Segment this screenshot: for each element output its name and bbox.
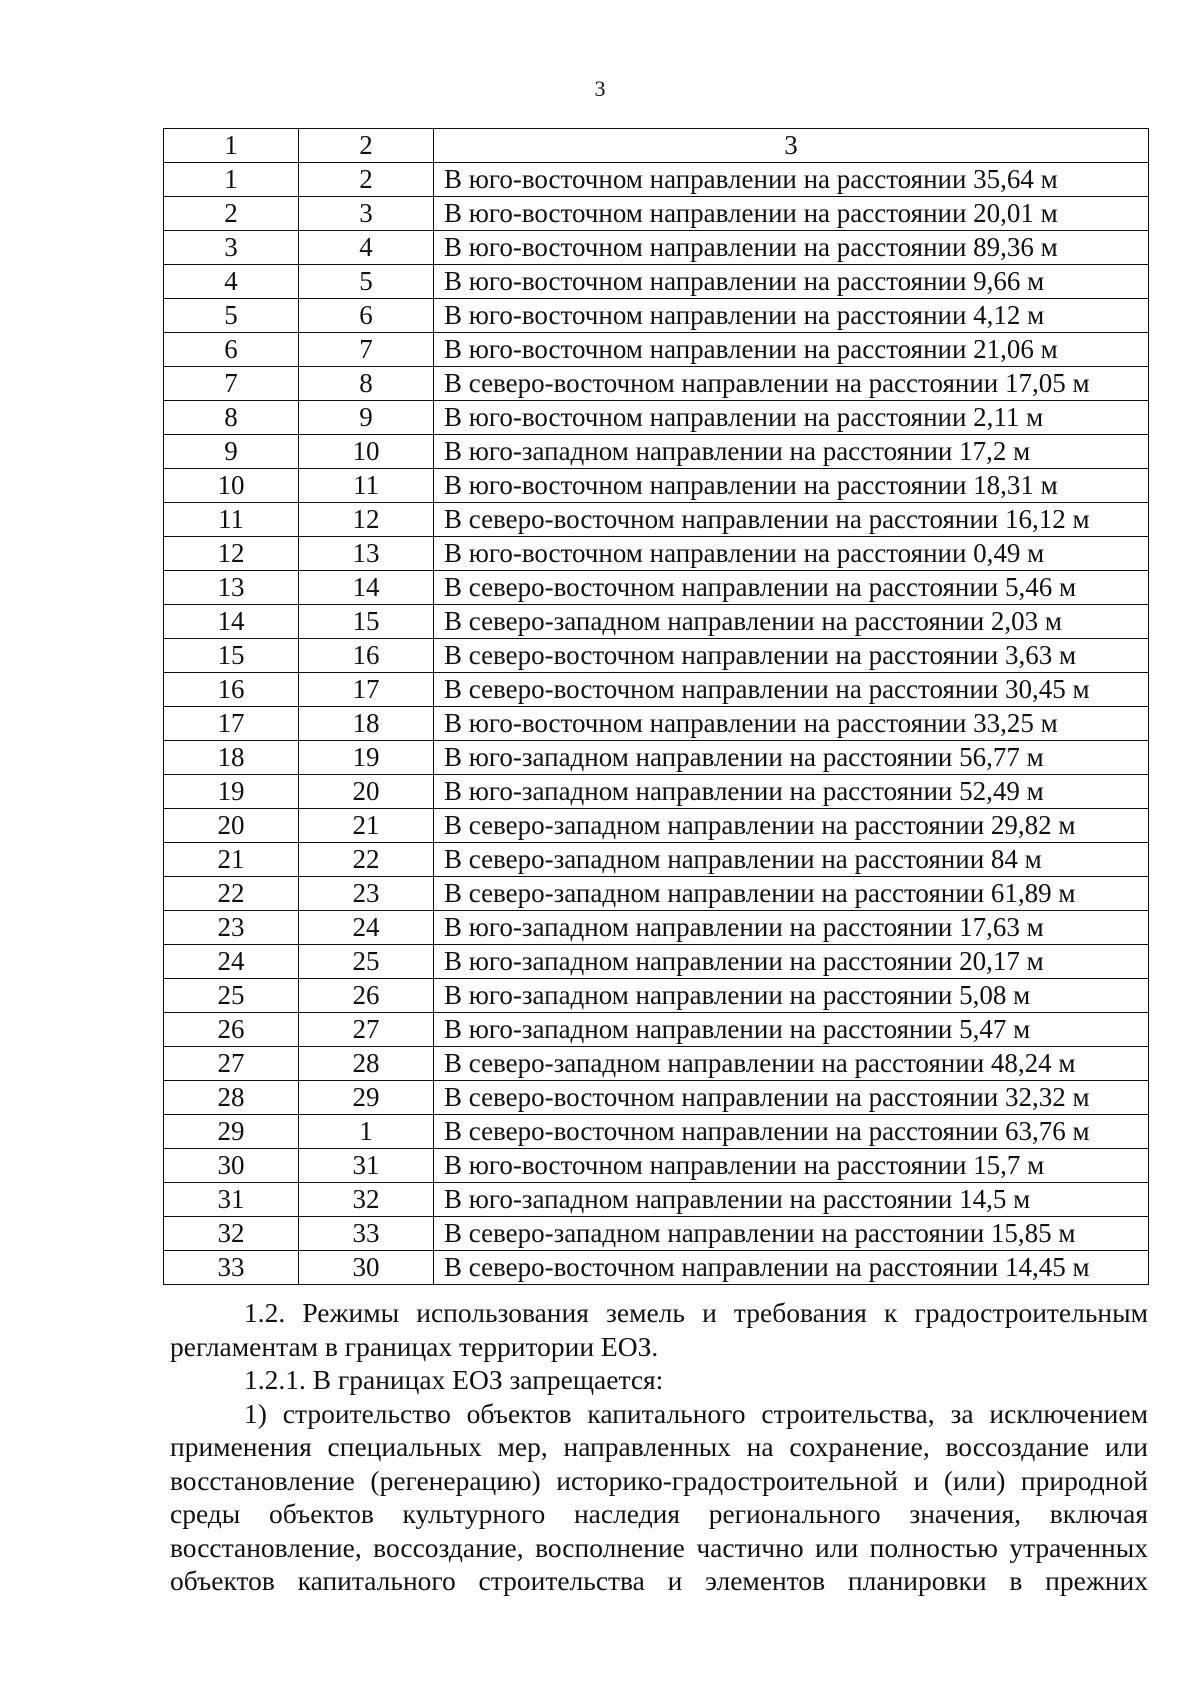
point-from-cell: 1 xyxy=(164,163,299,197)
point-from-cell: 10 xyxy=(164,469,299,503)
table-row xyxy=(164,1047,1149,1081)
prohibition-item-1: 1) строительство объектов капитального строительства, за исключением применения специальных мер, направленных на сохранение, воссоздание или восстановление (регенерацию) историко-градостроительной и (или) природной среды объектов культурного наследия регионального значения, включая восстановление, воссоздание, восполнение частично или полностью утраченных объектов капитального строительства и элементов планировки в прежних xyxy=(170,1397,1148,1596)
point-to-cell: 11 xyxy=(299,469,434,503)
boundary-table xyxy=(163,128,1149,1285)
table-row xyxy=(164,401,1149,435)
table-row xyxy=(164,911,1149,945)
point-to-cell: 12 xyxy=(299,503,434,537)
direction-distance-cell: В юго-восточном направлении на расстоянии 89,36 м xyxy=(434,231,1149,265)
table-row xyxy=(164,333,1149,367)
point-to-cell: 26 xyxy=(299,979,434,1013)
direction-distance-cell: В юго-западном направлении на расстоянии 17,2 м xyxy=(434,435,1149,469)
table-row xyxy=(164,1081,1149,1115)
column-header-description: 3 xyxy=(434,129,1149,163)
direction-distance-cell: В юго-западном направлении на расстоянии 56,77 м xyxy=(434,741,1149,775)
direction-distance-cell: В северо-восточном направлении на расстоянии 16,12 м xyxy=(434,503,1149,537)
direction-distance-cell: В юго-западном направлении на расстоянии 14,5 м xyxy=(434,1183,1149,1217)
point-to-cell: 14 xyxy=(299,571,434,605)
table-row xyxy=(164,809,1149,843)
point-to-cell: 6 xyxy=(299,299,434,333)
direction-distance-cell: В северо-западном направлении на расстоянии 29,82 м xyxy=(434,809,1149,843)
page-number: 3 xyxy=(594,76,606,101)
point-to-cell: 2 xyxy=(299,163,434,197)
point-to-cell: 17 xyxy=(299,673,434,707)
direction-distance-cell: В северо-восточном направлении на расстоянии 14,45 м xyxy=(434,1251,1149,1285)
point-to-cell: 9 xyxy=(299,401,434,435)
point-to-cell: 5 xyxy=(299,265,434,299)
point-from-cell: 30 xyxy=(164,1149,299,1183)
table-row xyxy=(164,1217,1149,1251)
table-row xyxy=(164,945,1149,979)
point-from-cell: 15 xyxy=(164,639,299,673)
point-to-cell: 23 xyxy=(299,877,434,911)
column-header-to: 2 xyxy=(299,129,434,163)
point-to-cell: 24 xyxy=(299,911,434,945)
point-from-cell: 13 xyxy=(164,571,299,605)
table-row xyxy=(164,469,1149,503)
table-header-row xyxy=(164,129,1149,163)
point-to-cell: 27 xyxy=(299,1013,434,1047)
direction-distance-cell: В юго-западном направлении на расстоянии 5,47 м xyxy=(434,1013,1149,1047)
point-to-cell: 1 xyxy=(299,1115,434,1149)
section-heading-1-2-1: 1.2.1. В границах ЕОЗ запрещается: xyxy=(244,1364,664,1395)
point-to-cell: 22 xyxy=(299,843,434,877)
point-to-cell: 4 xyxy=(299,231,434,265)
table-row xyxy=(164,503,1149,537)
direction-distance-cell: В северо-восточном направлении на расстоянии 3,63 м xyxy=(434,639,1149,673)
point-to-cell: 7 xyxy=(299,333,434,367)
point-from-cell: 11 xyxy=(164,503,299,537)
table-row xyxy=(164,367,1149,401)
direction-distance-cell: В юго-восточном направлении на расстоянии 33,25 м xyxy=(434,707,1149,741)
direction-distance-cell: В северо-западном направлении на расстоянии 2,03 м xyxy=(434,605,1149,639)
point-from-cell: 31 xyxy=(164,1183,299,1217)
direction-distance-cell: В северо-западном направлении на расстоянии 15,85 м xyxy=(434,1217,1149,1251)
direction-distance-cell: В северо-восточном направлении на расстоянии 63,76 м xyxy=(434,1115,1149,1149)
table-row xyxy=(164,299,1149,333)
point-from-cell: 3 xyxy=(164,231,299,265)
direction-distance-cell: В юго-восточном направлении на расстоянии 0,49 м xyxy=(434,537,1149,571)
point-to-cell: 25 xyxy=(299,945,434,979)
direction-distance-cell: В северо-западном направлении на расстоянии 84 м xyxy=(434,843,1149,877)
point-to-cell: 15 xyxy=(299,605,434,639)
point-to-cell: 3 xyxy=(299,197,434,231)
point-from-cell: 28 xyxy=(164,1081,299,1115)
direction-distance-cell: В юго-восточном направлении на расстоянии 2,11 м xyxy=(434,401,1149,435)
point-to-cell: 32 xyxy=(299,1183,434,1217)
table-row xyxy=(164,673,1149,707)
table-row xyxy=(164,163,1149,197)
point-from-cell: 18 xyxy=(164,741,299,775)
column-header-from: 1 xyxy=(164,129,299,163)
point-to-cell: 16 xyxy=(299,639,434,673)
point-to-cell: 29 xyxy=(299,1081,434,1115)
table-row xyxy=(164,265,1149,299)
direction-distance-cell: В северо-западном направлении на расстоянии 61,89 м xyxy=(434,877,1149,911)
table-row xyxy=(164,1149,1149,1183)
direction-distance-cell: В юго-западном направлении на расстоянии 5,08 м xyxy=(434,979,1149,1013)
point-to-cell: 19 xyxy=(299,741,434,775)
table-row xyxy=(164,571,1149,605)
point-from-cell: 24 xyxy=(164,945,299,979)
point-from-cell: 4 xyxy=(164,265,299,299)
point-from-cell: 25 xyxy=(164,979,299,1013)
table-row xyxy=(164,639,1149,673)
point-from-cell: 27 xyxy=(164,1047,299,1081)
section-heading-1-2: 1.2. Режимы использования земель и требования к градостроительным регламентам в границах территории ЕОЗ. xyxy=(170,1297,1148,1362)
table-body xyxy=(164,163,1149,1285)
table-row xyxy=(164,979,1149,1013)
point-to-cell: 20 xyxy=(299,775,434,809)
direction-distance-cell: В юго-восточном направлении на расстоянии 18,31 м xyxy=(434,469,1149,503)
direction-distance-cell: В юго-восточном направлении на расстоянии 15,7 м xyxy=(434,1149,1149,1183)
direction-distance-cell: В юго-восточном направлении на расстоянии 4,12 м xyxy=(434,299,1149,333)
point-to-cell: 33 xyxy=(299,1217,434,1251)
table-row xyxy=(164,605,1149,639)
table-row xyxy=(164,537,1149,571)
point-from-cell: 19 xyxy=(164,775,299,809)
direction-distance-cell: В юго-западном направлении на расстоянии 17,63 м xyxy=(434,911,1149,945)
point-to-cell: 13 xyxy=(299,537,434,571)
point-from-cell: 26 xyxy=(164,1013,299,1047)
table-row xyxy=(164,231,1149,265)
regulations-text xyxy=(170,1296,1148,1598)
direction-distance-cell: В северо-западном направлении на расстоянии 48,24 м xyxy=(434,1047,1149,1081)
point-from-cell: 12 xyxy=(164,537,299,571)
point-from-cell: 32 xyxy=(164,1217,299,1251)
point-from-cell: 14 xyxy=(164,605,299,639)
point-from-cell: 5 xyxy=(164,299,299,333)
table-row xyxy=(164,741,1149,775)
table-row xyxy=(164,843,1149,877)
direction-distance-cell: В северо-восточном направлении на расстоянии 5,46 м xyxy=(434,571,1149,605)
direction-distance-cell: В юго-восточном направлении на расстоянии 21,06 м xyxy=(434,333,1149,367)
table-row xyxy=(164,1013,1149,1047)
point-from-cell: 9 xyxy=(164,435,299,469)
point-from-cell: 7 xyxy=(164,367,299,401)
point-to-cell: 21 xyxy=(299,809,434,843)
point-to-cell: 8 xyxy=(299,367,434,401)
point-from-cell: 33 xyxy=(164,1251,299,1285)
table-row xyxy=(164,1183,1149,1217)
table-row xyxy=(164,1251,1149,1285)
point-to-cell: 18 xyxy=(299,707,434,741)
table-row xyxy=(164,1115,1149,1149)
direction-distance-cell: В юго-восточном направлении на расстоянии 35,64 м xyxy=(434,163,1149,197)
point-from-cell: 23 xyxy=(164,911,299,945)
point-to-cell: 30 xyxy=(299,1251,434,1285)
table-row xyxy=(164,877,1149,911)
direction-distance-cell: В северо-восточном направлении на расстоянии 32,32 м xyxy=(434,1081,1149,1115)
point-to-cell: 31 xyxy=(299,1149,434,1183)
table-row xyxy=(164,197,1149,231)
point-from-cell: 8 xyxy=(164,401,299,435)
point-to-cell: 28 xyxy=(299,1047,434,1081)
direction-distance-cell: В северо-восточном направлении на расстоянии 30,45 м xyxy=(434,673,1149,707)
point-to-cell: 10 xyxy=(299,435,434,469)
direction-distance-cell: В северо-восточном направлении на расстоянии 17,05 м xyxy=(434,367,1149,401)
point-from-cell: 6 xyxy=(164,333,299,367)
table-row xyxy=(164,707,1149,741)
point-from-cell: 20 xyxy=(164,809,299,843)
table-row xyxy=(164,435,1149,469)
direction-distance-cell: В юго-восточном направлении на расстоянии 20,01 м xyxy=(434,197,1149,231)
point-from-cell: 29 xyxy=(164,1115,299,1149)
point-from-cell: 21 xyxy=(164,843,299,877)
direction-distance-cell: В юго-западном направлении на расстоянии 52,49 м xyxy=(434,775,1149,809)
direction-distance-cell: В юго-восточном направлении на расстоянии 9,66 м xyxy=(434,265,1149,299)
table-row xyxy=(164,775,1149,809)
point-from-cell: 17 xyxy=(164,707,299,741)
point-from-cell: 2 xyxy=(164,197,299,231)
point-from-cell: 16 xyxy=(164,673,299,707)
direction-distance-cell: В юго-западном направлении на расстоянии 20,17 м xyxy=(434,945,1149,979)
point-from-cell: 22 xyxy=(164,877,299,911)
